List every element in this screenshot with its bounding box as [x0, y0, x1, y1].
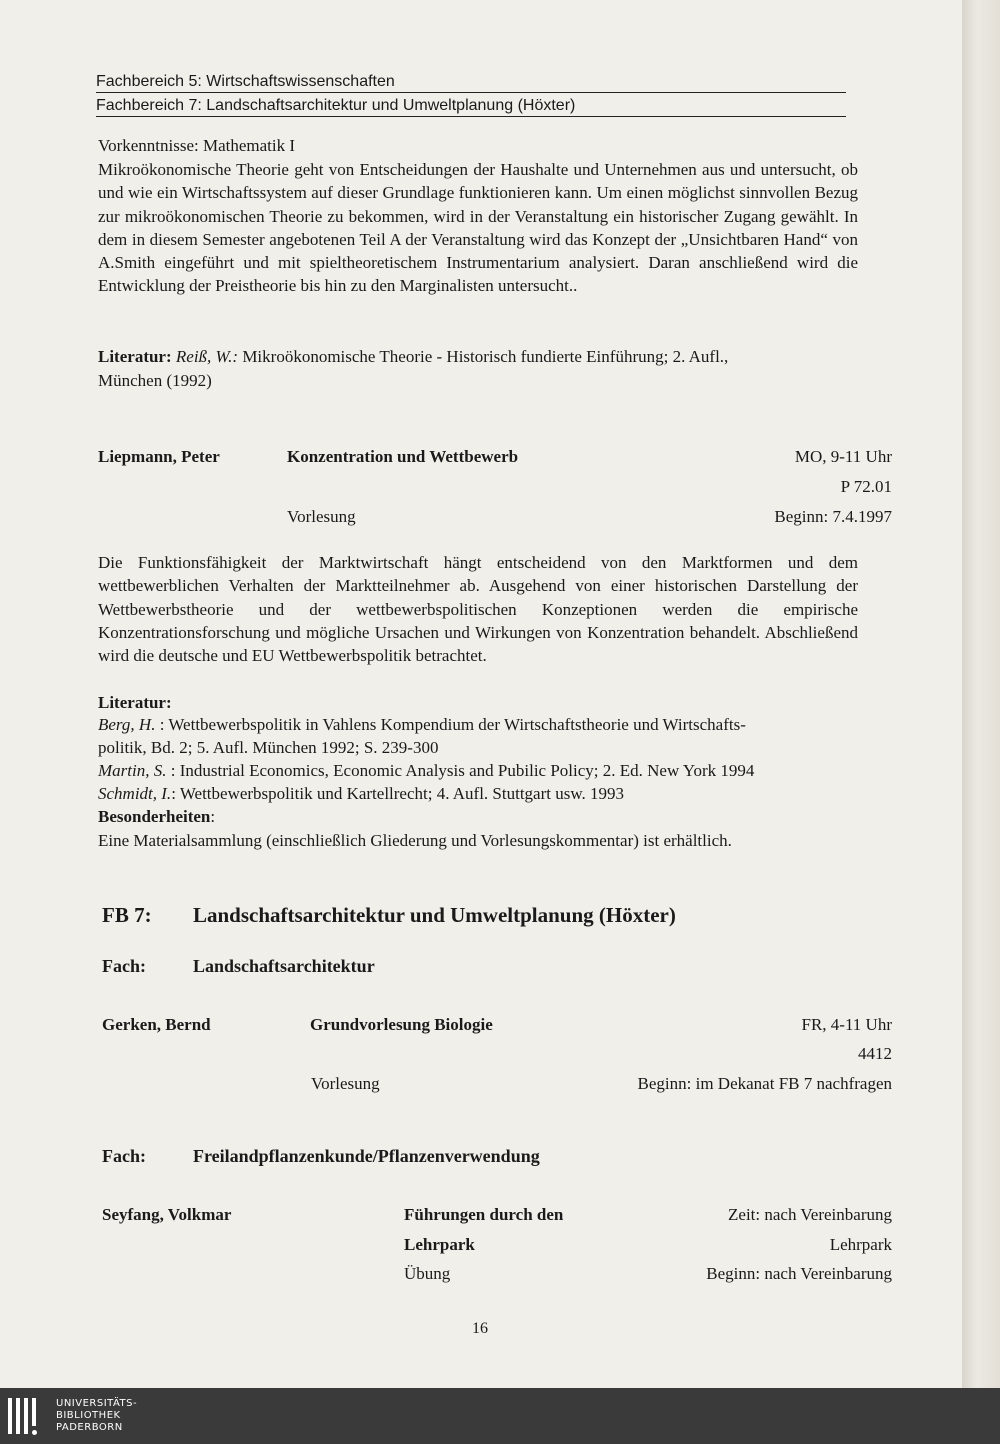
course3-time: FR, 4-11 Uhr [801, 1015, 892, 1034]
course3-start: Beginn: im Dekanat FB 7 nachfragen [637, 1074, 892, 1093]
course2-type: Vorlesung [287, 507, 356, 526]
header-line-1: Fachbereich 5: Wirtschaftswissenschaften [96, 73, 395, 90]
course4-type: Übung [404, 1264, 451, 1283]
literature-text: : Industrial Economics, Economic Analysis and Pubilic Policy; 2. Ed. New York 1994 [166, 761, 755, 780]
course4-lecturer: Seyfang, Volkmar [102, 1205, 232, 1224]
library-name-line-2: BIBLIOTHEK [56, 1410, 121, 1421]
literature-author: Martin, S. [98, 761, 167, 780]
library-name-line-3: PADERBORN [56, 1422, 123, 1433]
course1-literature [98, 346, 728, 368]
course2-time: MO, 9-11 Uhr [794, 447, 892, 466]
fach-label: Fach: [102, 956, 146, 976]
course2-title: Konzentration und Wettbewerb [287, 447, 519, 466]
library-name [56, 1398, 137, 1434]
literature-text: Mikroökonomische Theorie - Historisch fundierte Einführung; 2. Aufl., [238, 347, 729, 366]
course4-title-2: Lehrpark [404, 1235, 475, 1254]
literature-label: Literatur: [98, 347, 172, 366]
course4-start: Beginn: nach Vereinbarung [706, 1264, 892, 1283]
header-rule-1 [96, 92, 846, 93]
fach2-label: Fach: [102, 1146, 146, 1166]
course3-lecturer: Gerken, Bernd [102, 1015, 211, 1034]
fach2-name: Freilandpflanzenkunde/Pflanzenverwendung [193, 1146, 540, 1166]
course2-literature-3 [98, 783, 624, 805]
course2-start: Beginn: 7.4.1997 [774, 507, 892, 526]
course1-description: Mikroökonomische Theorie geht von Entscheidungen der Haushalte und Unternehmen aus und untersucht, ob und wie ein Wirtschaftssystem auf dieser Grundlage funktionieren kann. Um einen möglichst sinnvollen Bezug zur mikroökonomischen Theorie zu bekommen, wird in der Veranstaltung ein historischer Zugang gewählt. In dem in diesem Semester angebotenen Teil A der Veranstaltung wird das Konzept der „Unsichtbaren Hand“ von A.Smith eingeführt und mit spieltheoretischem Instrumentarium analysiert. Daran anschließend wird die Entwicklung der Preistheorie bis hin zu den Marginalisten untersucht.. [98, 160, 858, 296]
book-spine [962, 0, 1000, 1388]
literature-author: Berg, H. [98, 715, 156, 734]
library-footer [0, 1388, 1000, 1444]
course2-literature-label: Literatur: [98, 693, 172, 712]
course2-special-label [98, 806, 215, 828]
course4-room: Lehrpark [829, 1235, 892, 1254]
course1-literature-cont: München (1992) [98, 371, 212, 390]
course2-literature-1 [98, 714, 746, 736]
library-logo [6, 1398, 137, 1438]
course2-literature-1-cont: politik, Bd. 2; 5. Aufl. München 1992; S. 239-300 [98, 738, 439, 757]
course4-time: Zeit: nach Vereinbarung [728, 1205, 892, 1224]
header-rule-2 [96, 116, 846, 117]
course3-room: 4412 [858, 1044, 892, 1063]
course2-special-text: Eine Materialsammlung (einschließlich Gliederung und Vorlesungskommentar) ist erhältlich. [98, 831, 732, 850]
special-label: Besonderheiten [98, 807, 211, 826]
header-line-2: Fachbereich 7: Landschaftsarchitektur und Umweltplanung (Höxter) [96, 97, 576, 114]
literature-author: Schmidt, I. [98, 784, 172, 803]
course4-title-1: Führungen durch den [404, 1205, 564, 1224]
fb7-name: Landschaftsarchitektur und Umweltplanung (Höxter) [193, 903, 676, 927]
course1-prerequisites: Vorkenntnisse: Mathematik I [98, 136, 296, 155]
course3-title: Grundvorlesung Biologie [310, 1015, 493, 1034]
course3-type: Vorlesung [311, 1074, 380, 1093]
library-logo-icon [6, 1398, 46, 1438]
course2-room: P 72.01 [840, 477, 892, 496]
course2-description: Die Funktionsfähigkeit der Marktwirtschaft hängt entscheidend von den Marktformen und dem wettbewerblichen Verhalten der Marktteilnehmer ab. Ausgehend von einer historischen Darstellung der Wettbewerbstheorie und der wettbewerbspolitischen Konzeptionen werden die empirische Konzentrationsforschung und mögliche Ursachen und Wirkungen von Konzentration behandelt. Abschließend wird die deutsche und EU Wettbewerbspolitik betrachtet. [98, 553, 858, 666]
library-name-line-1: UNIVERSITÄTS- [56, 1398, 138, 1409]
special-colon: : [210, 807, 216, 826]
fach-name: Landschaftsarchitektur [193, 956, 375, 976]
course2-literature-2 [98, 760, 754, 782]
literature-text: : Wettbewerbspolitik und Kartellrecht; 4. Aufl. Stuttgart usw. 1993 [171, 784, 625, 803]
fb7-code: FB 7: [102, 903, 152, 927]
literature-text: : Wettbewerbspolitik in Vahlens Kompendium der Wirtschaftstheorie und Wirtschafts- [155, 715, 746, 734]
literature-author: Reiß, W.: [175, 347, 239, 366]
course2-lecturer: Liepmann, Peter [98, 447, 220, 466]
page-number: 16 [472, 1320, 488, 1337]
